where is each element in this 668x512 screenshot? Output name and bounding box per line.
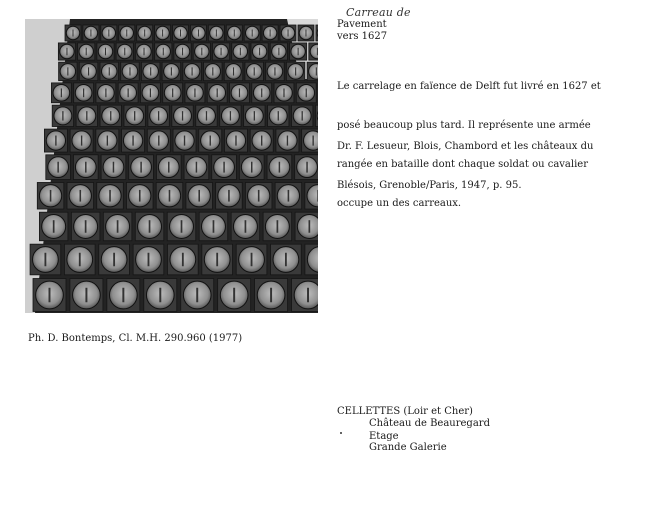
tile-medallion — [294, 281, 318, 309]
reference-line: Dr. F. Lesueur, Blois, Chambord et les châteaux du — [337, 141, 594, 152]
description-line: occupe un des carreaux. — [337, 198, 462, 209]
object-title: Pavement — [337, 19, 387, 30]
bullet-mark — [340, 432, 342, 434]
tile-floor-photo — [25, 19, 318, 313]
bibliographic-reference — [337, 114, 593, 205]
description-line: rangée en bataille dont chaque soldat ou cavalier — [337, 159, 588, 170]
reference-line: Blésois, Grenoble/Paris, 1947, p. 95. — [337, 180, 522, 191]
description-line: Le carrelage en faïence de Delft fut livré en 1627 et — [337, 81, 601, 92]
handwritten-note: Carreau de — [346, 6, 411, 19]
place-name: CELLETTES (Loir et Cher) — [337, 406, 473, 417]
delft-tile-pavement-image — [25, 19, 318, 313]
description-line: posé beaucoup plus tard. Il représente une armée — [337, 120, 591, 131]
location-room: Grande Galerie — [369, 442, 447, 453]
location-floor: Etage — [369, 431, 399, 442]
tile-medallion — [297, 214, 318, 238]
photo-credit: Ph. D. Bontemps, Cl. M.H. 290.960 (1977) — [28, 333, 243, 344]
tile-medallion — [304, 131, 318, 150]
object-date: vers 1627 — [337, 31, 388, 42]
location-building: Château de Beauregard — [369, 418, 490, 429]
